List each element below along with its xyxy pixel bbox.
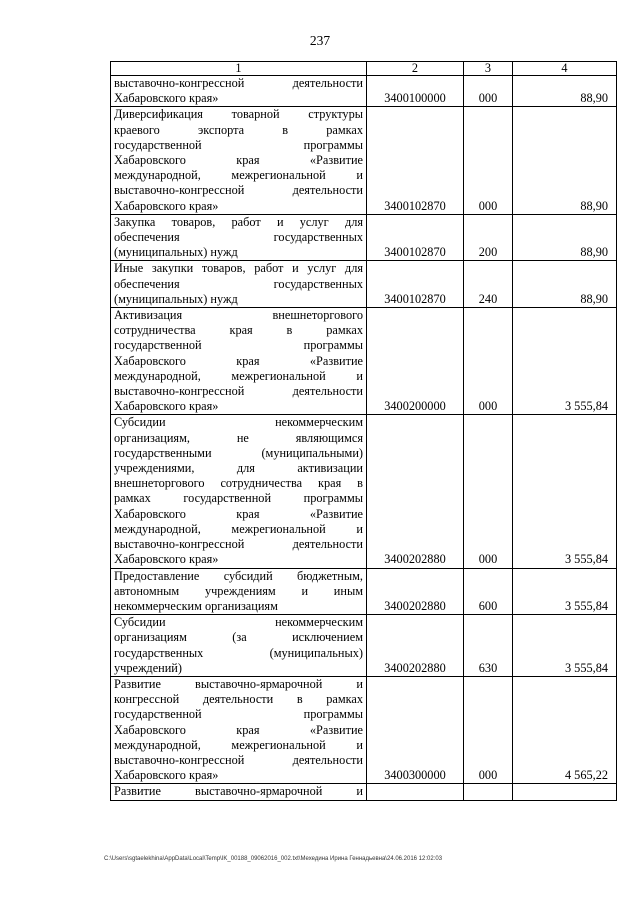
item-name-line: выставочно-конгрессной деятельности <box>114 76 363 90</box>
item-name-line: учреждений) <box>114 660 182 675</box>
expense-type-code-cell: 630 <box>464 615 513 677</box>
item-name-line: Хабаровского края «Развитие <box>114 506 363 521</box>
item-name-line: сотрудничества края в рамках <box>114 323 363 338</box>
item-name-cell <box>111 415 367 568</box>
table-header-row <box>111 62 617 76</box>
column-header-1: 1 <box>111 62 367 76</box>
item-name-cell <box>111 676 367 783</box>
item-name-line: выставочно-конгрессной деятельности <box>114 752 363 767</box>
amount-cell: 3 555,84 <box>513 308 617 415</box>
expense-type-code-cell: 000 <box>464 308 513 415</box>
item-name-line: Хабаровского края» <box>114 552 219 567</box>
table-row <box>111 415 617 568</box>
item-name-line: Хабаровского края» <box>114 91 219 106</box>
item-name-cell <box>111 214 367 261</box>
amount-cell: 3 555,84 <box>513 415 617 568</box>
expense-type-code-cell: 000 <box>464 76 513 107</box>
item-name-line: выставочно-конгрессной деятельности <box>114 183 363 198</box>
item-name-cell <box>111 107 367 214</box>
item-name-line: Субсидии некоммерческим <box>114 615 363 630</box>
item-name-line: Субсидии некоммерческим <box>114 415 363 430</box>
target-article-code-cell <box>367 784 464 800</box>
target-article-code-cell: 3400102870 <box>367 261 464 308</box>
item-name-line: Хабаровского края» <box>114 399 219 414</box>
item-name-line: (муниципальных) нужд <box>114 291 238 306</box>
item-name-line: рамках государственной программы <box>114 491 363 506</box>
target-article-code-cell: 3400102870 <box>367 107 464 214</box>
item-name-cell <box>111 308 367 415</box>
expense-type-code-cell: 000 <box>464 415 513 568</box>
expense-type-code-cell <box>464 784 513 800</box>
item-name-line: государственной программы <box>114 338 363 353</box>
amount-cell: 88,90 <box>513 261 617 308</box>
target-article-code-cell: 3400202880 <box>367 415 464 568</box>
table-row <box>111 107 617 214</box>
expense-type-code-cell: 240 <box>464 261 513 308</box>
table-row <box>111 568 617 615</box>
page-number: 237 <box>309 33 331 48</box>
item-name-line: (муниципальных) нужд <box>114 245 238 260</box>
target-article-code-cell: 3400202880 <box>367 615 464 677</box>
item-name-cell <box>111 784 367 800</box>
expense-type-code-cell: 600 <box>464 568 513 615</box>
item-name-cell <box>111 568 367 615</box>
table-row <box>111 308 617 415</box>
item-name-line: выставочно-конгрессной деятельности <box>114 537 363 552</box>
item-name-cell <box>111 615 367 677</box>
amount-cell: 88,90 <box>513 214 617 261</box>
item-name-line: Хабаровского края «Развитие <box>114 722 363 737</box>
item-name-line: государственными (муниципальными) <box>114 445 363 460</box>
item-name-line: Предоставление субсидий бюджетным, <box>114 568 363 583</box>
item-name-line: Иные закупки товаров, работ и услуг для <box>114 261 363 276</box>
item-name-line: краевого экспорта в рамках <box>114 122 363 137</box>
item-name-line: выставочно-конгрессной деятельности <box>114 384 363 399</box>
target-article-code-cell: 3400100000 <box>367 76 464 107</box>
item-name-line: Закупка товаров, работ и услуг для <box>114 214 363 229</box>
column-header-2: 2 <box>367 62 464 76</box>
item-name-line: конгрессной деятельности в рамках <box>114 692 363 707</box>
table-row <box>111 76 617 107</box>
expense-type-code-cell: 000 <box>464 107 513 214</box>
column-header-4: 4 <box>513 62 617 76</box>
amount-cell: 3 555,84 <box>513 568 617 615</box>
target-article-code-cell: 3400200000 <box>367 308 464 415</box>
amount-cell: 3 555,84 <box>513 615 617 677</box>
item-name-line: обеспечения государственных <box>114 276 363 291</box>
item-name-line: международной, межрегиональной и <box>114 368 363 383</box>
amount-cell: 88,90 <box>513 107 617 214</box>
item-name-line: Хабаровского края «Развитие <box>114 153 363 168</box>
item-name-line: учреждениями, для активизации <box>114 461 363 476</box>
item-name-line: Диверсификация товарной структуры <box>114 107 363 122</box>
item-name-line: некоммерческим организациям <box>114 598 278 613</box>
target-article-code-cell: 3400102870 <box>367 214 464 261</box>
item-name-line: Активизация внешнеторгового <box>114 308 363 323</box>
amount-cell: 88,90 <box>513 76 617 107</box>
item-name-line: автономным учреждениям и иным <box>114 583 363 598</box>
item-name-line: международной, межрегиональной и <box>114 168 363 183</box>
column-header-3: 3 <box>464 62 513 76</box>
table-row <box>111 214 617 261</box>
item-name-line: Развитие выставочно-ярмарочной и <box>114 676 363 691</box>
budget-table <box>110 61 617 801</box>
amount-cell: 4 565,22 <box>513 676 617 783</box>
item-name-line: международной, межрегиональной и <box>114 521 363 536</box>
expense-type-code-cell: 200 <box>464 214 513 261</box>
item-name-line: государственных (муниципальных) <box>114 645 363 660</box>
amount-cell <box>513 784 617 800</box>
item-name-line: Хабаровского края «Развитие <box>114 353 363 368</box>
item-name-line: международной, межрегиональной и <box>114 737 363 752</box>
target-article-code-cell: 3400202880 <box>367 568 464 615</box>
table-row <box>111 615 617 677</box>
table-row <box>111 261 617 308</box>
item-name-line: государственной программы <box>114 137 363 152</box>
item-name-line: Развитие выставочно-ярмарочной и <box>114 784 363 799</box>
item-name-line: обеспечения государственных <box>114 230 363 245</box>
item-name-line: организациям (за исключением <box>114 630 363 645</box>
item-name-line: Хабаровского края» <box>114 198 219 213</box>
item-name-line: Хабаровского края» <box>114 768 219 783</box>
target-article-code-cell: 3400300000 <box>367 676 464 783</box>
item-name-line: организациям, не являющимся <box>114 430 363 445</box>
item-name-cell <box>111 76 367 107</box>
table-row <box>111 784 617 800</box>
expense-type-code-cell: 000 <box>464 676 513 783</box>
item-name-line: внешнеторгового сотрудничества края в <box>114 476 363 491</box>
item-name-line: государственной программы <box>114 707 363 722</box>
item-name-cell <box>111 261 367 308</box>
file-path-footer: C:\Users\sgtaelekhina\AppData\Local\Temp\IK_00188_09062016_002.txt\Мехедина Ирина Геннадьевна\24.06.2016 12:02:03 <box>104 856 443 862</box>
table-row <box>111 676 617 783</box>
